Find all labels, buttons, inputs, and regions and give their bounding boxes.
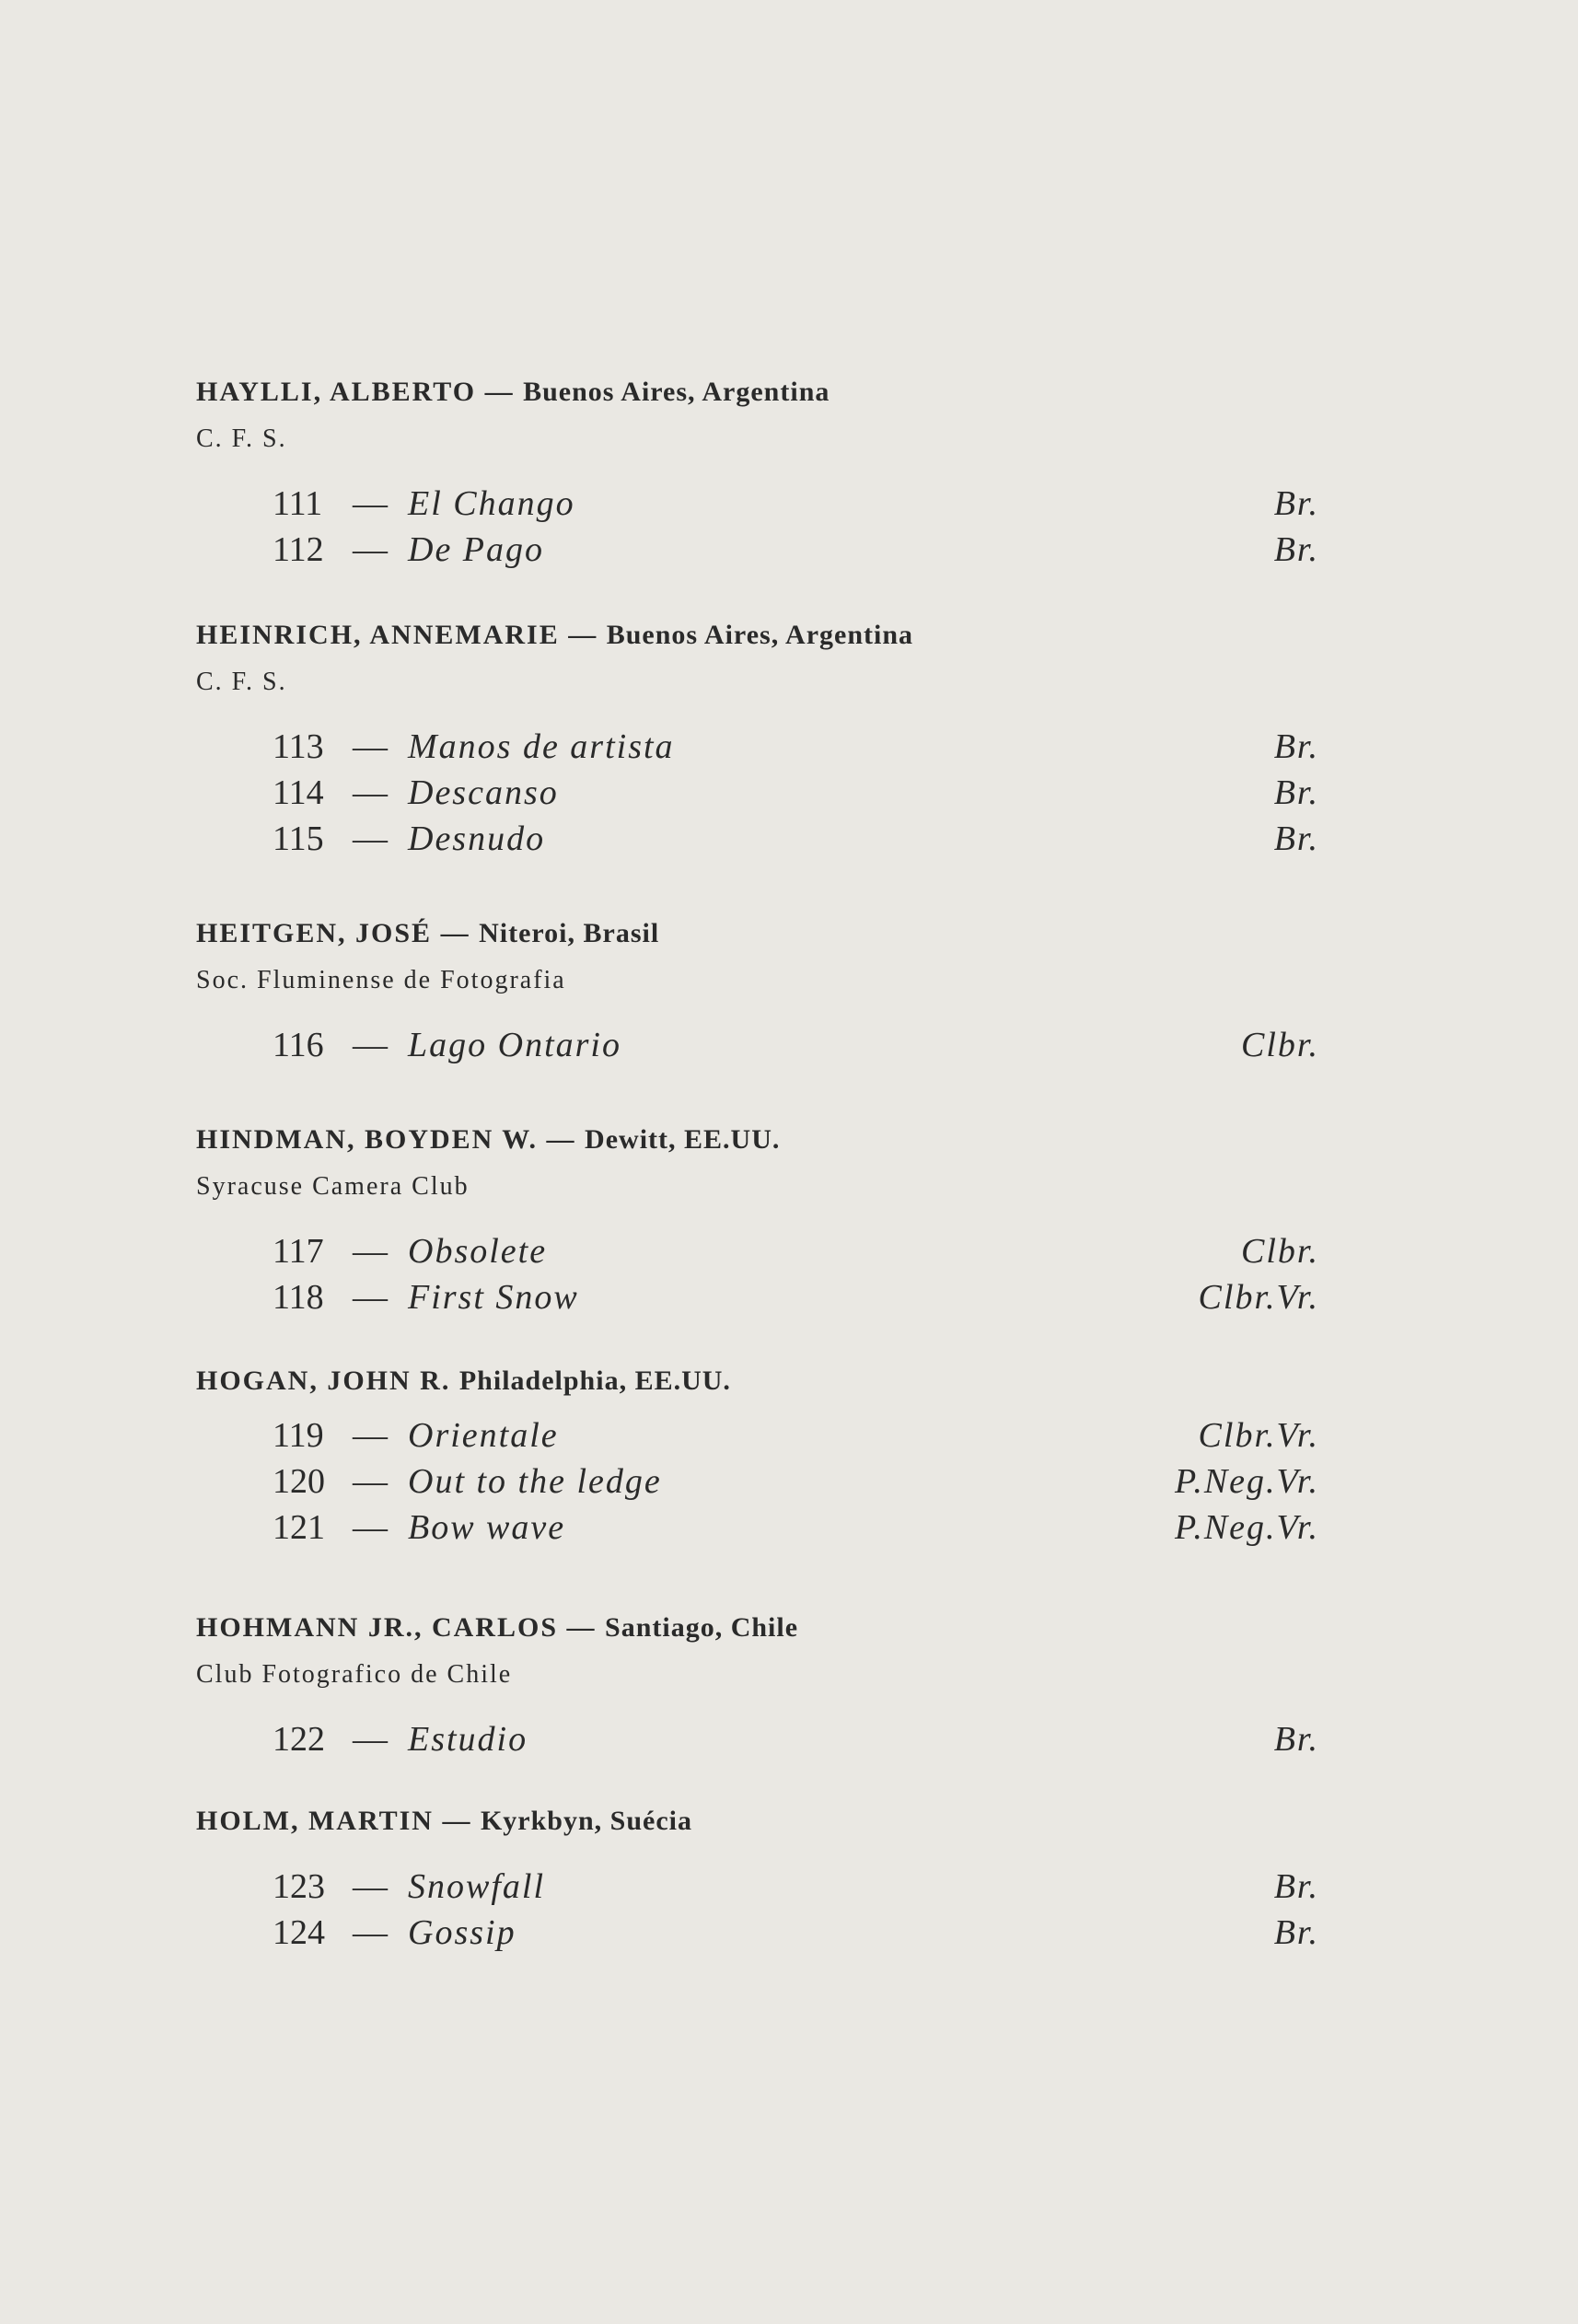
entry-header (196, 910, 1319, 958)
artist-location: Kyrkbyn, Suécia (480, 1806, 692, 1836)
work-technique: P.Neg.Vr. (1175, 1462, 1319, 1501)
work-number: 113 (273, 727, 324, 766)
work-row (196, 527, 1319, 573)
work-title: Lago Ontario (408, 1026, 621, 1064)
work-row (196, 1458, 1319, 1505)
work-dash: — (353, 484, 388, 523)
entry-header (196, 1604, 1319, 1652)
entry-header (196, 1357, 1319, 1405)
work-number: 117 (273, 1232, 324, 1271)
work-number: 118 (273, 1278, 324, 1317)
artist-club: Syracuse Camera Club (196, 1172, 470, 1201)
artist-name: HOHMANN JR., CARLOS (196, 1612, 559, 1643)
work-title: Desnudo (408, 819, 546, 858)
artist-club: C. F. S. (196, 668, 287, 696)
work-row (196, 481, 1319, 527)
entry-header (196, 611, 1319, 659)
work-technique: Br. (1273, 727, 1319, 766)
entry-hindman (196, 1116, 1319, 1320)
work-row (196, 1228, 1319, 1274)
artist-location: Buenos Aires, Argentina (606, 620, 914, 650)
works-list (196, 1412, 1319, 1551)
artist-club: Soc. Fluminense de Fotografia (196, 966, 566, 994)
work-technique: Clbr.Vr. (1198, 1278, 1319, 1317)
works-list (196, 724, 1319, 862)
separator: — (440, 918, 470, 948)
separator: — (484, 377, 515, 407)
works-list (196, 1864, 1319, 1956)
work-technique: P.Neg.Vr. (1175, 1508, 1319, 1547)
artist-name: HINDMAN, BOYDEN W. (196, 1124, 539, 1155)
work-technique: Clbr. (1241, 1026, 1319, 1064)
work-dash: — (353, 819, 388, 858)
artist-name: HAYLLI, ALBERTO (196, 377, 477, 407)
artist-location: Buenos Aires, Argentina (523, 377, 830, 407)
work-number: 123 (273, 1867, 325, 1906)
work-number: 120 (273, 1462, 325, 1501)
work-dash: — (353, 1913, 388, 1952)
artist-location: Philadelphia, EE.UU. (458, 1365, 731, 1396)
work-row (196, 1910, 1319, 1956)
work-title: Bow wave (408, 1508, 566, 1547)
work-number: 115 (273, 819, 324, 858)
work-dash: — (353, 530, 388, 569)
work-row (196, 724, 1319, 770)
work-row (196, 1716, 1319, 1762)
separator: — (568, 620, 598, 650)
work-number: 119 (273, 1416, 324, 1455)
work-technique: Br. (1273, 773, 1319, 812)
entry-header (196, 368, 1319, 416)
work-dash: — (353, 1867, 388, 1906)
work-row (196, 1274, 1319, 1320)
artist-club: Club Fotografico de Chile (196, 1660, 513, 1689)
work-title: Descanso (408, 773, 559, 812)
work-number: 121 (273, 1508, 325, 1547)
entry-header (196, 1116, 1319, 1164)
work-number: 124 (273, 1913, 325, 1952)
work-technique: Br. (1273, 1867, 1319, 1906)
work-number: 114 (273, 773, 324, 812)
work-row (196, 1505, 1319, 1551)
artist-name: HEITGEN, JOSÉ (196, 918, 433, 948)
entry-heinrich (196, 611, 1319, 862)
work-title: First Snow (408, 1278, 579, 1317)
separator: — (442, 1806, 472, 1836)
artist-location: Niteroi, Brasil (479, 918, 660, 948)
artist-name: HOGAN, JOHN R. (196, 1365, 451, 1396)
entry-heitgen (196, 910, 1319, 1068)
work-title: Gossip (408, 1913, 516, 1952)
work-technique: Br. (1273, 819, 1319, 858)
entry-holm (196, 1797, 1319, 1956)
works-list (196, 1716, 1319, 1762)
work-title: Orientale (408, 1416, 559, 1455)
work-number: 116 (273, 1026, 324, 1064)
work-title: Estudio (408, 1720, 528, 1759)
works-list (196, 1228, 1319, 1320)
artist-club: C. F. S. (196, 424, 287, 453)
work-row (196, 770, 1319, 816)
work-dash: — (353, 1232, 388, 1271)
work-dash: — (353, 1416, 388, 1455)
work-number: 111 (273, 484, 323, 523)
work-title: Manos de artista (408, 727, 675, 766)
work-title: Snowfall (408, 1867, 546, 1906)
work-technique: Clbr. (1241, 1232, 1319, 1271)
work-title: De Pago (408, 530, 545, 569)
entry-header (196, 1797, 1319, 1845)
work-technique: Br. (1273, 1913, 1319, 1952)
work-row (196, 1022, 1319, 1068)
artist-location: Santiago, Chile (605, 1612, 799, 1643)
works-list (196, 1022, 1319, 1068)
artist-name: HEINRICH, ANNEMARIE (196, 620, 560, 650)
work-number: 122 (273, 1720, 325, 1759)
artist-name: HOLM, MARTIN (196, 1806, 434, 1836)
separator: — (566, 1612, 597, 1643)
work-row (196, 1412, 1319, 1458)
work-title: Out to the ledge (408, 1462, 662, 1501)
work-dash: — (353, 1026, 388, 1064)
work-number: 112 (273, 530, 324, 569)
work-dash: — (353, 1462, 388, 1501)
entry-hohmann (196, 1604, 1319, 1762)
work-technique: Br. (1273, 530, 1319, 569)
separator: — (546, 1124, 576, 1155)
entry-hogan (196, 1357, 1319, 1551)
work-title: Obsolete (408, 1232, 548, 1271)
work-technique: Br. (1273, 484, 1319, 523)
work-technique: Clbr.Vr. (1198, 1416, 1319, 1455)
work-technique: Br. (1273, 1720, 1319, 1759)
work-title: El Chango (408, 484, 575, 523)
work-dash: — (353, 1508, 388, 1547)
work-dash: — (353, 1720, 388, 1759)
work-dash: — (353, 773, 388, 812)
entry-haylli (196, 368, 1319, 573)
work-row (196, 816, 1319, 862)
works-list (196, 481, 1319, 573)
artist-location: Dewitt, EE.UU. (585, 1124, 781, 1155)
work-dash: — (353, 1278, 388, 1317)
work-row (196, 1864, 1319, 1910)
work-dash: — (353, 727, 388, 766)
